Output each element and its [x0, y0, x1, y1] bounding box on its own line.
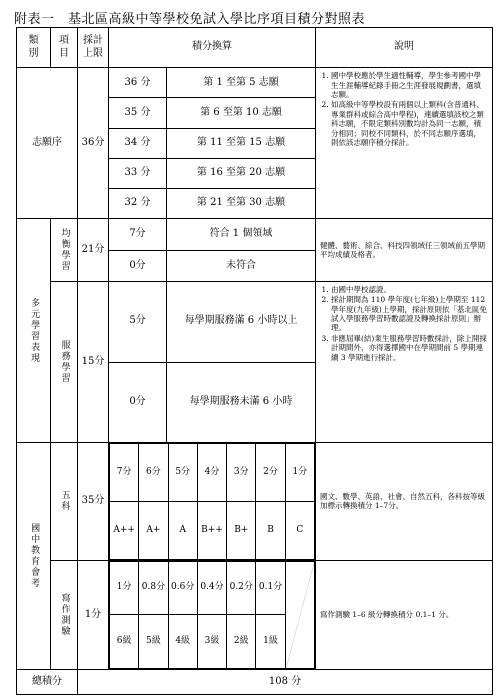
five-points: 1分	[285, 444, 314, 502]
balanced-points: 7分	[109, 219, 167, 250]
writing-level: 5級	[139, 615, 168, 669]
service-points: 5分	[109, 281, 167, 362]
writing-level: 2級	[227, 615, 256, 669]
wish-note	[316, 68, 493, 219]
five-points: 2分	[256, 444, 285, 502]
service-desc: 每學期服務滿 6 小時以上	[167, 281, 316, 362]
service-note	[316, 281, 493, 442]
balanced-desc: 符合 1 個領域	[167, 219, 316, 250]
wish-range: 第 21 至第 30 志願	[167, 189, 316, 219]
document-title: 附表一 基北區高級中等學校免試入學比序項目積分對照表	[14, 12, 366, 27]
five-points: 3分	[227, 444, 256, 502]
service-note-item: 2. 採計期間為 110 學年度(七年級)上學期至 112 學年度(九年級)上學期，採計原則依「基北區免試入學服務學習時數認證及轉換採計原則」辦理。	[331, 295, 488, 333]
balanced-desc: 未符合	[167, 250, 316, 281]
five-grade: B+	[227, 501, 256, 559]
writing-level-grid	[109, 560, 316, 670]
diagonal-line	[286, 562, 314, 669]
header-item: 項 目	[51, 28, 78, 68]
wish-points: 32 分	[109, 189, 167, 219]
wish-points: 35 分	[109, 98, 167, 128]
five-max: 35分	[78, 443, 109, 561]
balanced-item: 均衡學習	[51, 219, 78, 282]
service-max: 15分	[78, 281, 109, 442]
service-item: 服務學習	[51, 281, 78, 442]
service-desc: 每學期服務未滿 6 小時	[167, 362, 316, 443]
five-grade: B++	[197, 501, 226, 559]
header-category: 類 別	[17, 28, 51, 68]
five-grade: C	[285, 501, 314, 559]
five-points: 6分	[139, 444, 168, 502]
five-grade: A+	[139, 501, 168, 559]
five-grade: A++	[110, 501, 139, 559]
header-conversion: 積分換算	[109, 28, 316, 68]
wish-range: 第 6 至第 10 志願	[167, 98, 316, 128]
five-points: 5分	[168, 444, 197, 502]
five-note: 國文、數學、英語、社會、自然五科，各科按等級加標示轉換積分 1–7分。	[316, 443, 493, 561]
five-points: 4分	[197, 444, 226, 502]
writing-level: 1級	[256, 615, 285, 669]
balanced-note: 健體、藝術、綜合、科技四領域任三領域前五學期平均成績及格者。	[316, 219, 493, 282]
five-grade: B	[256, 501, 285, 559]
writing-points: 0.4分	[197, 561, 226, 615]
writing-points: 0.1分	[256, 561, 285, 615]
writing-level: 6級	[110, 615, 139, 669]
wish-range: 第 16 至第 20 志願	[167, 158, 316, 188]
multi-category: 多元學習表現	[17, 219, 51, 443]
wish-max: 36分	[78, 68, 109, 219]
balanced-points: 0分	[109, 250, 167, 281]
wish-range: 第 11 至第 15 志願	[167, 128, 316, 158]
balanced-max: 21分	[78, 219, 109, 282]
writing-level: 3級	[197, 615, 226, 669]
empty-diagonal-cell	[285, 561, 314, 669]
writing-level: 4級	[168, 615, 197, 669]
service-points: 0分	[109, 362, 167, 443]
wish-category: 志願序	[17, 68, 78, 219]
wish-points: 34 分	[109, 128, 167, 158]
wish-points: 33 分	[109, 158, 167, 188]
header-note: 說明	[316, 28, 493, 68]
points-table	[16, 27, 493, 695]
total-label: 總積分	[17, 670, 78, 695]
service-note-item: 3. 非應屆畢(結)業生服務學習時數採計，除上開採計期間外，亦得選擇國中在學期間前 5 學期連續 3 學期進行採計。	[331, 334, 488, 362]
total-value: 108 分	[78, 670, 493, 695]
wish-note-item: 1. 國中學校應於學生適性輔導，學生參考國中學生生涯輔導紀錄手冊之生涯發展規劃書，選填志願。	[331, 71, 488, 99]
wish-note-item: 2. 如高級中等學校設有兩個以上類科(含普通科、專業群科或綜合高中學程)，連續選填該校之類科志願，不限定類科別數均計為同一志願，積分相同；同校不同類科，於不同志願序選填，則依該志願序積分採計。	[331, 100, 488, 147]
header-max: 採計 上限	[78, 28, 109, 68]
writing-note: 寫作測驗 1–6 級分轉換積分 0.1–1 分。	[316, 560, 493, 670]
wish-points: 36 分	[109, 68, 167, 98]
writing-points: 0.6分	[168, 561, 197, 615]
wish-range: 第 1 至第 5 志願	[167, 68, 316, 98]
five-grade: A	[168, 501, 197, 559]
writing-points: 0.2分	[227, 561, 256, 615]
writing-max: 1分	[78, 560, 109, 670]
exam-category: 國中教育會考	[17, 443, 51, 670]
five-points: 7分	[110, 444, 139, 502]
service-note-item: 1. 由國中學校認證。	[331, 285, 488, 294]
five-item: 五科	[51, 443, 78, 561]
five-grade-grid	[109, 443, 316, 561]
writing-points: 1分	[110, 561, 139, 615]
writing-points: 0.8分	[139, 561, 168, 615]
writing-item: 寫作測驗	[51, 560, 78, 670]
